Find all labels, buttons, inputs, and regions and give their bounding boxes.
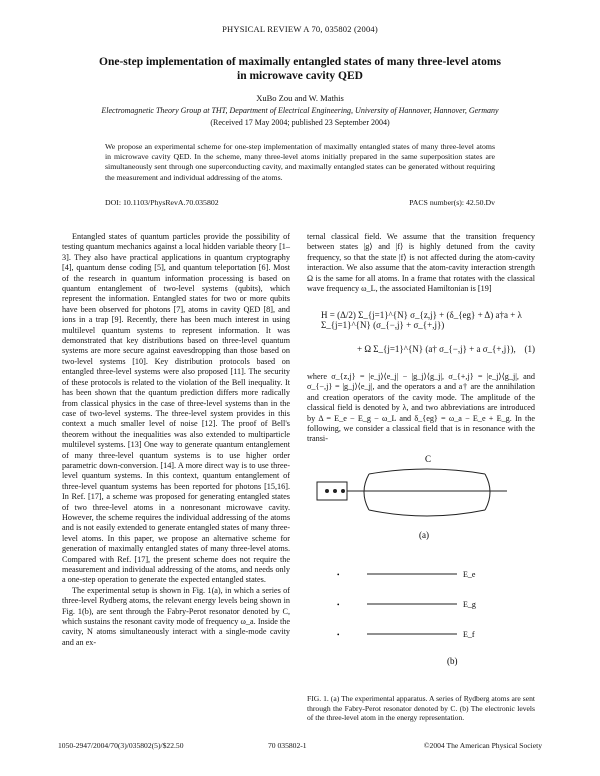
atom-dot bbox=[325, 489, 329, 493]
top-mirror bbox=[369, 469, 485, 474]
authors: XuBo Zou and W. Mathis bbox=[256, 93, 344, 103]
atoms bbox=[325, 489, 345, 493]
figure-label-a: (a) bbox=[419, 530, 429, 540]
level-g-label: E_g bbox=[463, 600, 476, 609]
right-mirror-edge bbox=[485, 474, 490, 510]
cavity-label: C bbox=[425, 454, 432, 464]
operators-paragraph bbox=[307, 372, 535, 445]
footer-copyright: ©2004 The American Physical Society bbox=[423, 741, 542, 750]
equation-line-1: H = (Δ/2) Σ_{j=1}^{N} σ_{z,j} + (δ_{eg} + Δ) a†a + λ Σ_{j=1}^{N} (σ_{−,j} + σ_{+,j}) bbox=[321, 310, 522, 330]
figure-label-b: (b) bbox=[447, 656, 458, 666]
setup-paragraph: The experimental setup is shown in Fig. 1(a), in which a series of three-level Rydberg atoms, the relevant energy levels being shown in Fig. 1(b), are sent through the Fabry-Perot resonator denoted by C, which sustains the resonant cavity mode of frequency ω_a. Inside the cavity, N atoms simultaneously interact with a single-mode cavity and an ex- bbox=[62, 585, 290, 647]
paper-title bbox=[60, 55, 540, 83]
level-f-label: E_f bbox=[463, 630, 475, 639]
footer-left: 1050-2947/2004/70(3)/035802(5)/$22.50 bbox=[58, 741, 184, 750]
figure-1-drawing bbox=[307, 452, 535, 684]
left-column bbox=[62, 232, 290, 648]
title-line-2: in microwave cavity QED bbox=[237, 70, 363, 82]
journal-header: PHYSICAL REVIEW A 70, 035802 (2004) bbox=[222, 24, 378, 34]
level-e-label: E_e bbox=[463, 570, 476, 579]
cavity-mirrors bbox=[364, 469, 490, 516]
intro-paragraph: Entangled states of quantum particles provide the possibility of testing quantum mechanics against a local hidden variable theory [1–3]. They also have practical applications in quantum cryptography [4], quantum dense coding [5], and quantum teleportation [6]. Most of the research in quantum information processing is based on quantum entanglement of two-level systems (qubits), which represent the information. Entangled states for two or more qubits have been observed for photons [7], atoms in cavity QED [8], and ions in a trap [9]. Recently, there has been much interest in using multilevel quantum systems to represent information. It was demonstrated that key distributions based on three-level quantum systems are more secure against eavesdropping than those based on two-level systems [10]. Key distribution protocols based on entangled three-level systems were also proposed [11]. The security of these protocols is related to the violation of the Bell inequality. It has been shown that the quantum prediction differs more radically from classical physics in the case of three-level systems than in the case of two-level systems. The three-level system provides in this context a much smaller level of noise [12]. The proof of Bell's theorem without the inequalities was also extended to multiparticle multilevel systems. [13] One way to generate quantum entanglement of many three-level quantum systems is to use higher order parametric down-conversion. [14]. A more direct way is to use three-level quantum systems. In this context, quantum entanglement of three-level quantum systems has been reported for photons [15,16]. In Ref. [17], a scheme was proposed for generating entangled states of two three-level atoms in a nonresonant microwave cavity. However, the scheme requires the individual addressing of the atoms and is not easily extended to generate entangled states of many three-level atoms. In this paper, we propose an alternative scheme for generation of maximally entangled states of many three-level atoms. Compared with Ref. [17], the present scheme does not require the measurement and individual addressing of the atoms, and needs only a one-step operation to generate the expected entangled states. bbox=[62, 232, 290, 585]
figure-1 bbox=[307, 452, 535, 684]
equation-1 bbox=[307, 310, 535, 354]
figure-1-caption: FIG. 1. (a) The experimental apparatus. A series of Rydberg atoms are sent through the Fabry-Perot resonator denoted by C. (b) The electronic levels of the three-level atom in the energy representation. bbox=[307, 694, 535, 723]
equation-line-2 bbox=[307, 344, 535, 354]
level-e-marker: • bbox=[337, 571, 340, 579]
atom-dot bbox=[341, 489, 345, 493]
hamiltonian-intro: ternal classical field. We assume that the transition frequency between states |g⟩ and |f⟩ is highly detuned from the cavity frequency, so that the state |f⟩ is not affected during the atom-cavity interaction. We also assume that the atom-cavity interaction strength Ω is the same for all atoms. In a frame that rotates with the classical wave frequency ω_L, the associated Hamiltonian is [19] bbox=[307, 232, 535, 294]
equation-number: (1) bbox=[524, 344, 535, 354]
right-column-text bbox=[307, 232, 535, 294]
bottom-mirror bbox=[369, 510, 485, 516]
level-f-marker: • bbox=[337, 631, 340, 639]
doi: DOI: 10.1103/PhysRevA.70.035802 bbox=[105, 198, 219, 207]
level-g-marker: • bbox=[337, 601, 340, 609]
pacs-numbers: PACS number(s): 42.50.Dv bbox=[409, 198, 495, 207]
left-mirror-edge bbox=[364, 474, 369, 510]
atom-dot bbox=[333, 489, 337, 493]
footer-page-number: 70 035802-1 bbox=[268, 741, 307, 750]
operators-text: where σ_{z,j} = |e_j⟩⟨e_j| − |g_j⟩⟨g_j|, σ_{+,j} = |e_j⟩⟨g_j|, and σ_{−,j} = |g_j⟩⟨e_j|, and the operators a and a† are the annihilation and creation operators of the cavity mode. The amplitude of the classical field is denoted by λ, and two abbreviations are introduced by Δ = E_e − E_g − ω_L and δ_{eg} = ω_a − E_e + E_g. In the following, we consider a classical field that is in resonance with the transi- bbox=[307, 372, 535, 444]
received-dates: (Received 17 May 2004; published 23 September 2004) bbox=[210, 118, 390, 127]
abstract: We propose an experimental scheme for one-step implementation of maximally entangled states of many three-level atoms in microwave cavity QED. In the scheme, many three-level atoms initially prepared in the same superposition states are simultaneously sent through one superconducting cavity, and maximally entangled states can be generated without requiring the measurement and individual addressing of the atoms. bbox=[105, 142, 495, 182]
energy-levels bbox=[367, 574, 457, 634]
title-line-1: One-step implementation of maximally entangled states of many three-level atoms bbox=[99, 56, 501, 68]
affiliation: Electromagnetic Theory Group at THT, Department of Electrical Engineering, University of Hannover, Hannover, Germany bbox=[101, 106, 499, 115]
equation-line-2-text: + Ω Σ_{j=1}^{N} (a† σ_{−,j} + a σ_{+,j}), bbox=[357, 344, 516, 354]
